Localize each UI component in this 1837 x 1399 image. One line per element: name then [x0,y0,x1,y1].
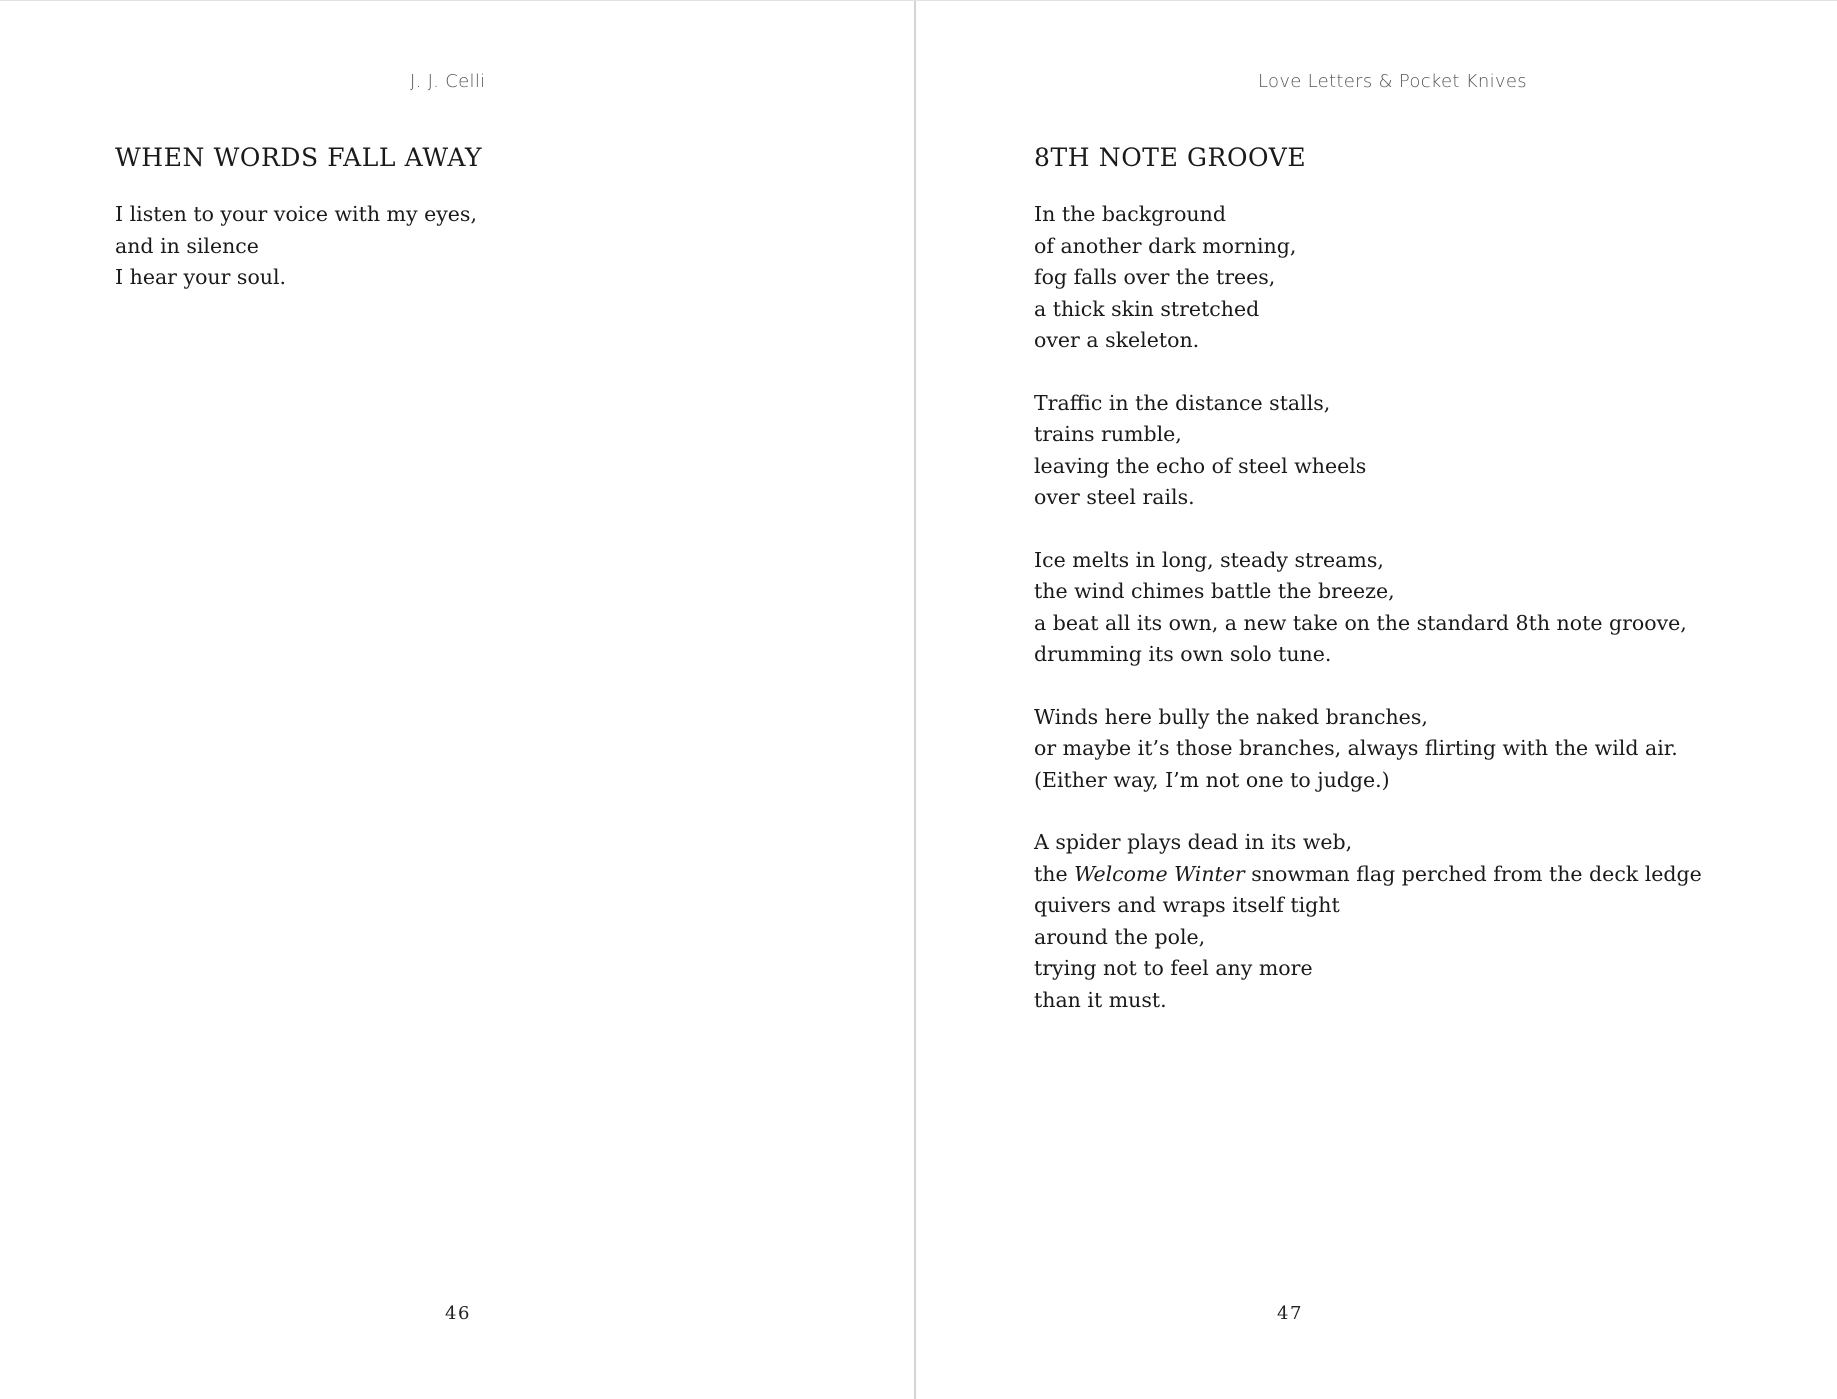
poem-line: than it must. [1034,987,1167,1012]
poem [1034,143,1702,1047]
poem-line: quivers and wraps itself tight [1034,893,1340,917]
poem-line: over steel rails. [1034,485,1195,509]
poem-line: A spider plays dead in its web, [1034,830,1353,854]
page-number: 47 [1277,1303,1303,1324]
poem-line: Ice melts in long, steady streams, [1034,547,1384,572]
poem-line: Traffic in the distance stalls, [1034,390,1331,415]
poem-line: drumming its own solo tune. [1034,642,1332,666]
stanza [1034,827,1702,1016]
poem-line: fog falls over the trees, [1034,265,1276,289]
poem-body [115,199,482,294]
poem-line: a thick skin stretched [1034,296,1260,321]
stanza [115,199,482,294]
stanza [1034,199,1702,357]
stanza [1034,545,1702,671]
right-page [916,1,1837,1399]
poem-line: Winds here bully the naked branches, [1034,704,1428,729]
stanza [1034,702,1702,797]
poem-title: WHEN WORDS FALL AWAY [115,143,483,172]
poem-line: trains rumble, [1034,422,1182,446]
poem [115,143,482,325]
poem-line: I hear your soul. [115,265,287,289]
poem-line: the Welcome Winter snowman flag perched from the deck ledge [1034,861,1702,886]
poem-line: leaving the echo of steel wheels [1034,453,1367,478]
poem-line: (Either way, I’m not one to judge.) [1034,767,1390,792]
running-head-book-title: Love Letters & Pocket Knives [1258,71,1527,92]
left-page [0,1,916,1399]
poem-line: or maybe it’s those branches, always flirting with the wild air. [1034,736,1678,760]
poem-line: over a skeleton. [1034,328,1200,352]
running-head-author: J. J. Celli [410,71,486,92]
poem-line: I listen to your voice with my eyes, [115,202,477,226]
poem-line: trying not to feel any more [1034,956,1313,980]
page-number: 46 [445,1303,471,1324]
poem-title: 8TH NOTE GROOVE [1034,143,1307,172]
italic-title: Welcome Winter [1074,861,1245,886]
poem-body [1034,199,1702,1016]
poem-line: a beat all its own, a new take on the standard 8th note groove, [1034,610,1687,635]
poem-line: In the background [1034,202,1226,226]
poem-line: of another dark morning, [1034,233,1297,258]
poem-line: the wind chimes battle the breeze, [1034,579,1395,603]
stanza [1034,388,1702,514]
poem-line: around the pole, [1034,924,1206,949]
poem-line: and in silence [115,233,259,258]
